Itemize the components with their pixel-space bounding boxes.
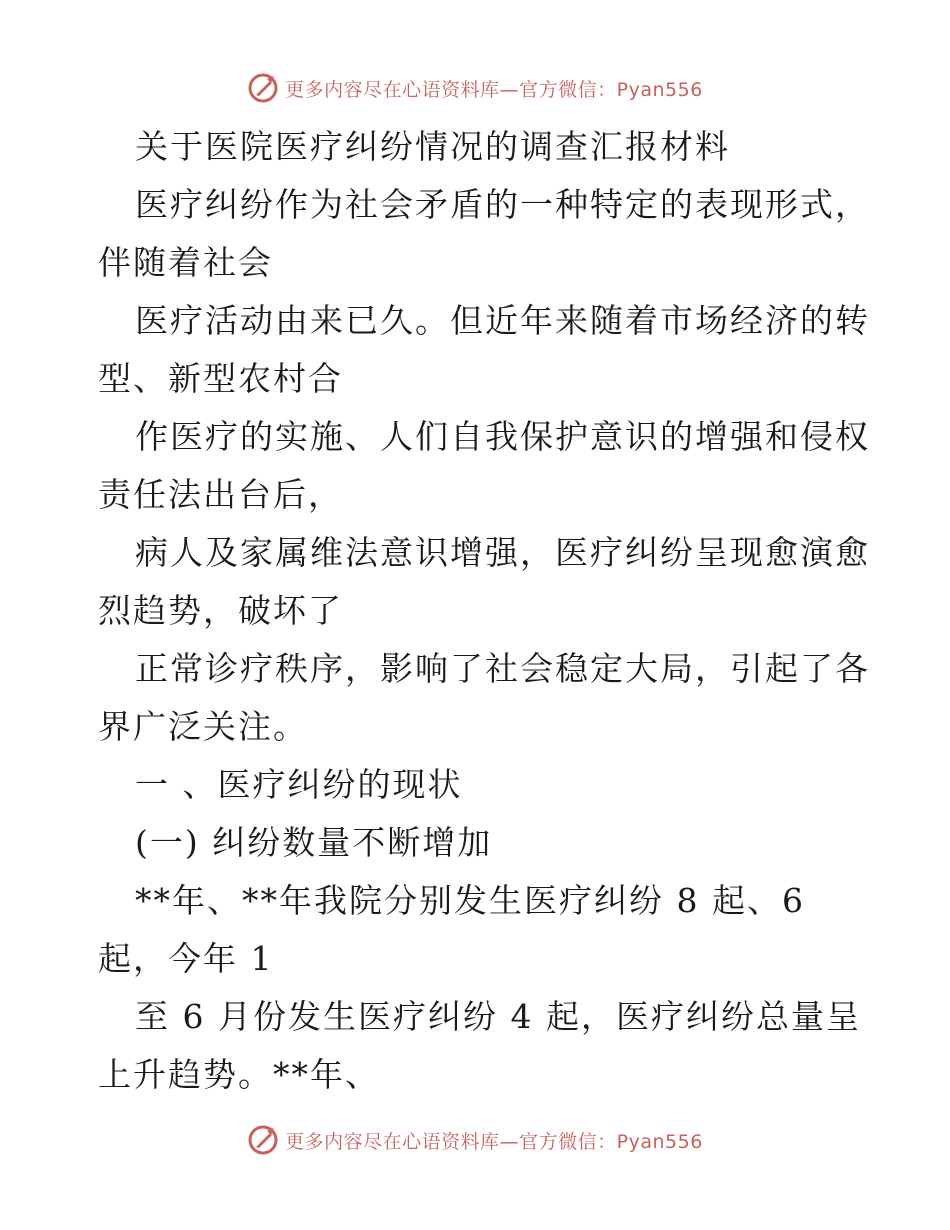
text-line: 作医疗的实施、人们自我保护意识的增强和侵权: [135, 417, 870, 456]
document-body: [98, 118, 870, 1104]
quill-circle-logo-icon: [247, 1124, 279, 1156]
text-line: 型、新型农村合: [98, 359, 343, 398]
text-line: 病人及家属维法意识增强，医疗纠纷呈现愈演愈: [135, 533, 870, 572]
text-line: 关于医院医疗纠纷情况的调查汇报材料: [135, 127, 730, 166]
footer-banner: [0, 1124, 950, 1156]
text-line: 正常诊疗秩序，影响了社会稳定大局，引起了各: [135, 649, 870, 688]
text-line: 烈趋势，破坏了: [98, 591, 343, 630]
text-line: 起，今年 1: [98, 939, 274, 978]
text-line: 上升趋势。**年、: [98, 1055, 380, 1094]
text-line: 一 、医疗纠纷的现状: [135, 765, 463, 804]
text-line: 伴随着社会: [98, 243, 273, 282]
text-line: (一) 纠纷数量不断增加: [135, 823, 493, 862]
text-line: 至 6 月份发生医疗纠纷 4 起，医疗纠纷总量呈: [135, 997, 861, 1036]
text-line: **年、**年我院分别发生医疗纠纷 8 起、6: [135, 881, 805, 920]
text-line: 责任法出台后，: [98, 475, 343, 514]
footer-banner-text: 更多内容尽在心语资料库—官方微信：Pyan556: [285, 1130, 703, 1153]
text-line: 医疗纠纷作为社会矛盾的一种特定的表现形式，: [135, 185, 870, 224]
header-banner-text: 更多内容尽在心语资料库—官方微信：Pyan556: [285, 78, 703, 101]
header-banner: [0, 72, 950, 104]
text-line: 医疗活动由来已久。但近年来随着市场经济的转: [135, 301, 870, 340]
text-line: 界广泛关注。: [98, 707, 308, 746]
quill-circle-logo-icon: [247, 72, 279, 104]
